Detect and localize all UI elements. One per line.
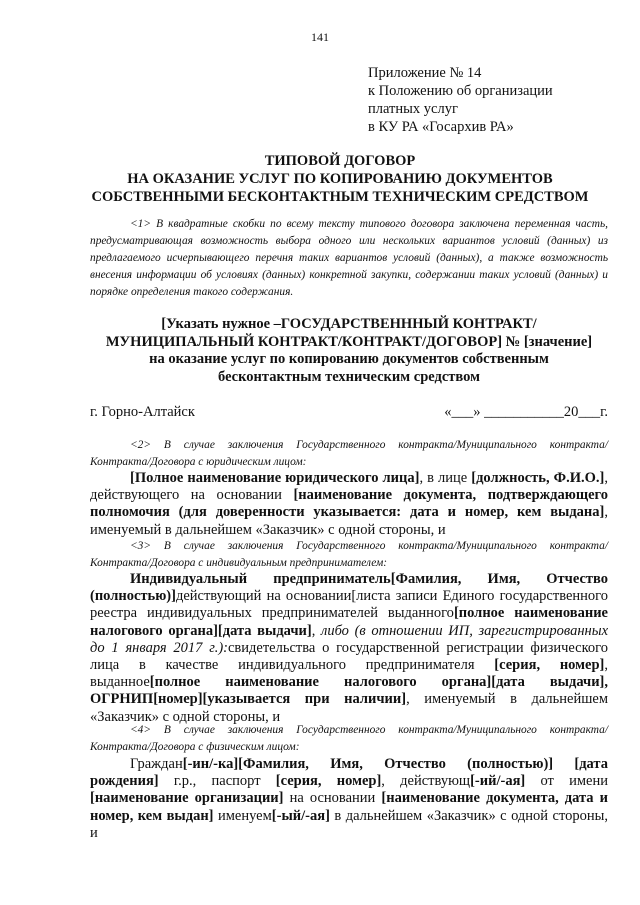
appendix-line: к Положению об организации (368, 83, 553, 99)
text-run: , действующ (381, 773, 471, 790)
entrepreneur-paragraph (90, 571, 608, 726)
page-number: 141 (311, 30, 329, 44)
appendix-header (368, 64, 553, 136)
entrepreneur-name: Индивидуальный предприниматель[Фамилия, Имя, Отчество (полностью)] (90, 571, 608, 605)
tax-authority: [полное наименование налогового органа][дата выдачи] (90, 605, 608, 639)
citizen-name: [-ин/-ка][Фамилия, Имя, Отчество (полностью)] [дата рождения] (90, 756, 608, 790)
position-fio: [должность, Ф.И.О.] (471, 470, 605, 486)
contract-title-line: [Указать нужное –ГОСУДАРСТВЕНННЫЙ КОНТРАКТ/ (161, 316, 537, 332)
text-run: от имени (525, 773, 608, 790)
appendix-line: в КУ РА «Госархив РА» (368, 119, 514, 135)
footnote-text: <1> В квадратные скобки по всему тексту типового договора заключена переменная часть, предусматривающая возможность выбора одного или нескольких вариантов условий (данных) из предлагаемого исчерпывающего перечня таких вариантов условий (данных), а также возможность внесения информации об условиях (данных) конкретной закупки, содержании таких условий (данных) и порядке определения такого содержания. (90, 218, 608, 298)
individual-paragraph (90, 756, 608, 842)
pre-2017-note: либо (в отношении ИП, зарегистрированных до 1 января 2017 г.): (90, 622, 609, 656)
text-run: на основании (283, 790, 382, 807)
footnote-text: <4> В случае заключения Государственного контракта/Муниципального контракта/Контракта/Договора с физическим лицом: (90, 724, 608, 753)
document-title (60, 152, 620, 206)
text-run: в дальнейшем «Заказчик» с одной стороны, и (90, 807, 608, 841)
footnote-1 (90, 216, 608, 301)
series-number: [серия, номер] (494, 657, 605, 674)
footnote-2 (90, 437, 608, 471)
date-placeholder: «___» ___________20___г. (444, 404, 608, 420)
organization-name: [наименование организации] (90, 790, 284, 807)
contract-title-line: бесконтактным техническим средством (218, 368, 480, 385)
contract-title-line: на оказание услуг по копированию документов собственным (149, 351, 549, 367)
appendix-line: Приложение № 14 (368, 65, 482, 81)
appendix-line: платных услуг (368, 101, 458, 117)
contract-title (90, 316, 608, 386)
authority-document: [наименование документа, подтверждающего полномочия (для доверенности указывается: дата и номер, кем выдана] (90, 487, 609, 521)
city: г. Горно-Алтайск (90, 404, 195, 420)
text-run: , действующего на основании (90, 470, 608, 504)
text-run: именуем (213, 807, 272, 824)
text-run: , в лице (419, 470, 472, 486)
title-line: ТИПОВОЙ ДОГОВОР (264, 153, 416, 169)
text-run: г.р., паспорт (158, 773, 276, 790)
gender-ending: [-ий/-ая] (470, 773, 526, 790)
text-run: свидетельства о государственной регистрации физического лица в качестве индивидуального предпринимателя (90, 639, 608, 674)
legal-entity-name: [Полное наименование юридического лица] (130, 470, 420, 486)
title-line: СОБСТВЕННЫМИ БЕСКОНТАКТНЫМ ТЕХНИЧЕСКИМ СРЕДСТВОМ (91, 189, 589, 205)
title-line: НА ОКАЗАНИЕ УСЛУГ ПО КОПИРОВАНИЮ ДОКУМЕНТОВ (127, 171, 553, 187)
text-run: , выданное (90, 657, 608, 691)
basis-document: [наименование документа, дата и номер, кем выдан] (90, 790, 608, 824)
footnote-text: <3> В случае заключения Государственного контракта/Муниципального контракта/Контракта/Договора с индивидуальным предпринимателем: (90, 540, 608, 569)
text-run: Граждан (130, 756, 183, 772)
footnote-3 (90, 538, 608, 572)
footnote-text: <2> В случае заключения Государственного контракта/Муниципального контракта/Контракта/Договора с юридическим лицом: (90, 439, 608, 468)
gender-ending: [-ый/-ая] (271, 807, 330, 824)
contract-title-line: МУНИЦИПАЛЬНЫЙ КОНТРАКТ/КОНТРАКТ/ДОГОВОР] № [значение] (105, 333, 593, 350)
text-run: , именуемый в дальнейшем «Заказчик» с одной стороны, и (90, 691, 609, 725)
text-run: , именуемый в дальнейшем «Заказчик» с одной стороны, и (90, 504, 608, 538)
footnote-4 (90, 722, 608, 756)
text-run: , (311, 622, 321, 639)
text-run: действующий на основании[листа записи Единого государственного реестра индивидуальных предпринимателей выданного (90, 588, 608, 622)
legal-entity-paragraph (90, 470, 608, 539)
passport-series-number: [серия, номер] (275, 773, 382, 790)
tax-authority-ogrnip: [полное наименование налогового органа][дата выдачи], ОГРНИП[номер][указывается при наличии] (90, 674, 608, 708)
place-date-line (90, 404, 608, 421)
